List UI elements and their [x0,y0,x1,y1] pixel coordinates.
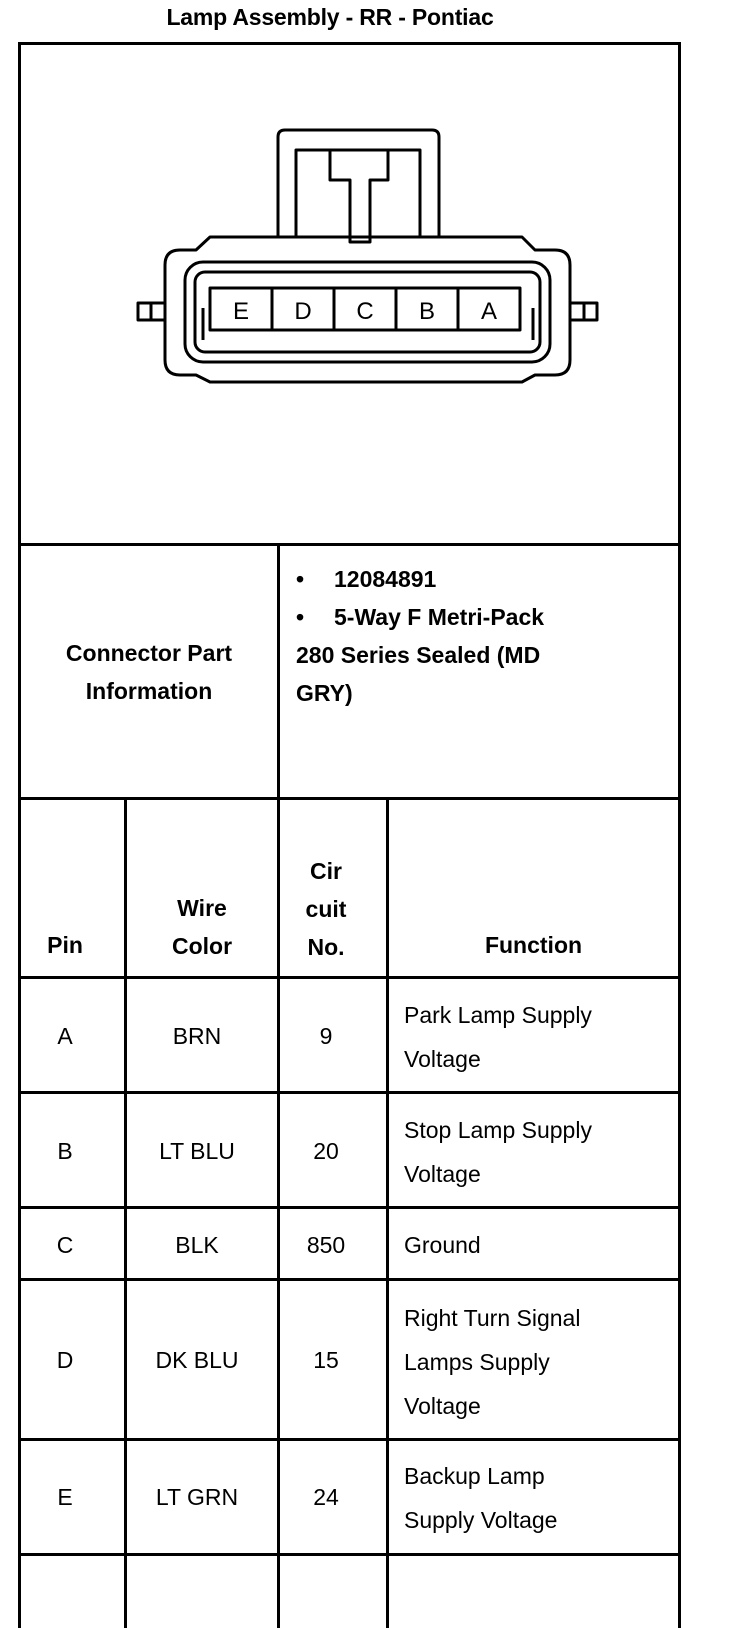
header-circuit-line3: No. [307,934,345,960]
header-wire-color-line2: Color [171,933,233,959]
frame-left [18,42,21,1628]
col-divider-3 [386,797,389,1628]
row-a-function-line1: Park Lamp Supply [404,1002,592,1028]
row-b-function-line2: Voltage [404,1161,481,1187]
row-d-function-line2: Lamps Supply [404,1349,550,1375]
header-circuit-line1: Cir [310,858,342,884]
row-a-color: BRN [172,1023,222,1049]
row-e-divider [18,1553,681,1556]
row-b-pin: B [57,1138,73,1164]
connector-desc-line1: 280 Series Sealed (MD [296,642,541,668]
part-number: 12084891 [334,566,437,592]
row-e-pin: E [57,1484,73,1510]
divider-diagram [18,543,681,546]
header-pin: Pin [47,932,83,958]
row-b-circuit: 20 [313,1138,339,1164]
part-info-value [296,560,676,712]
connector-type: 5-Way F Metri-Pack [334,604,545,630]
row-b-function-line1: Stop Lamp Supply [404,1117,592,1143]
row-b-function [404,1108,676,1196]
row-c-function [404,1223,676,1267]
pin-label-e: E [232,298,250,325]
header-circuit-line2: cuit [305,896,347,922]
header-circuit [276,852,376,966]
part-info-label [21,634,277,710]
connector-type-bullet: • 5-Way F Metri-Pack [296,604,545,630]
header-wire-color [127,889,277,965]
pin-label-b: B [418,298,436,325]
header-wire-color-line1: Wire [177,895,227,921]
row-c-function-line1: Ground [404,1232,481,1258]
header-function: Function [484,932,583,958]
row-c-color: BLK [175,1232,219,1258]
part-info-label-line1: Connector Part [65,640,233,666]
connector-diagram [130,120,600,395]
row-d-circuit: 15 [313,1347,339,1373]
pin-label-d: D [294,298,312,325]
row-e-function-line2: Supply Voltage [404,1507,558,1533]
row-a-function-line2: Voltage [404,1046,481,1072]
row-e-circuit: 24 [313,1484,339,1510]
page-title: Lamp Assembly - RR - Pontiac [166,4,494,30]
row-d-function-line1: Right Turn Signal [404,1305,581,1331]
row-e-color: LT GRN [155,1484,239,1510]
pin-label-c: C [356,298,374,325]
row-d-divider [18,1438,681,1441]
pin-label-a: A [480,298,498,325]
row-a-divider [18,1091,681,1094]
row-e-function [404,1454,676,1542]
row-c-divider [18,1278,681,1281]
row-d-pin: D [56,1347,74,1373]
frame-right [678,42,681,1628]
row-d-function [404,1296,676,1428]
row-d-function-line3: Voltage [404,1393,481,1419]
row-a-pin: A [57,1023,73,1049]
connector-desc-line2: GRY) [296,680,353,706]
row-c-circuit: 850 [306,1232,346,1258]
row-a-function [404,993,676,1081]
header-divider [18,976,681,979]
part-info-label-line2: Information [85,678,213,704]
row-c-pin: C [56,1232,74,1258]
frame-top [18,42,681,45]
divider-part-info-vertical [277,543,280,800]
row-d-color: DK BLU [155,1347,239,1373]
row-b-divider [18,1206,681,1209]
divider-part-info [18,797,681,800]
part-number-bullet: • 12084891 [296,566,437,592]
row-e-function-line1: Backup Lamp [404,1463,545,1489]
row-a-circuit: 9 [319,1023,333,1049]
row-b-color: LT BLU [159,1138,235,1164]
